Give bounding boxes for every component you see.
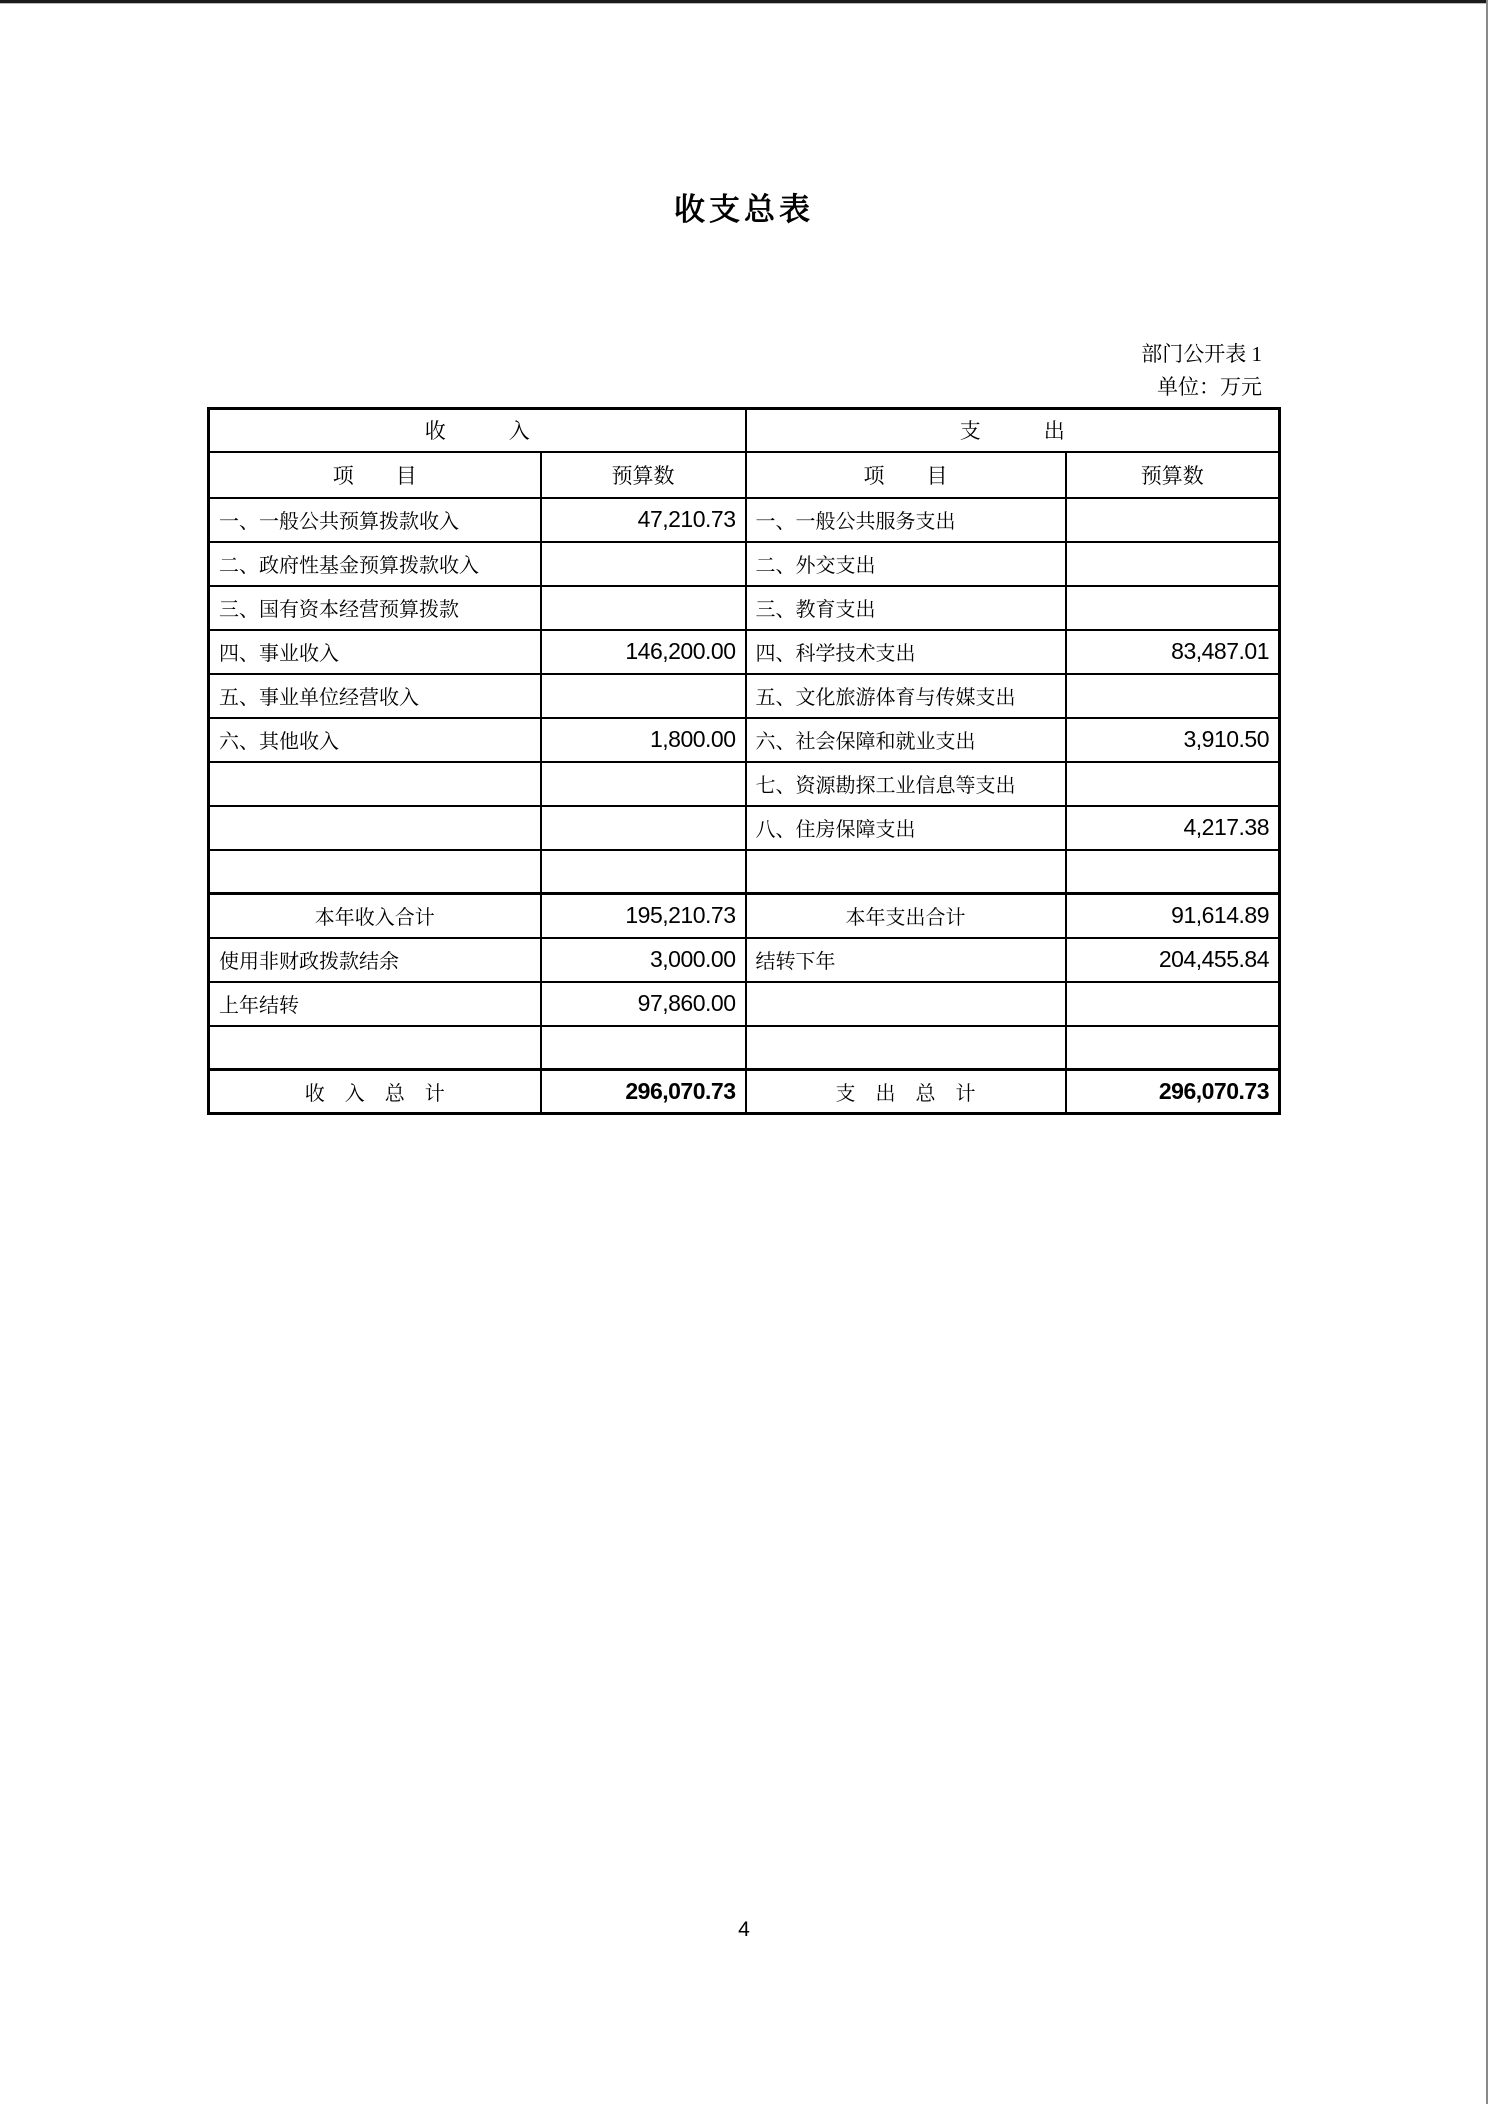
- table-row: [209, 586, 1280, 630]
- expense-item-cell: 五、文化旅游体育与传媒支出: [746, 674, 1066, 718]
- table-row: [209, 762, 1280, 806]
- income-item-cell: [209, 762, 541, 806]
- expense-budget-cell: 4,217.38: [1066, 806, 1280, 850]
- scan-top-edge: [0, 0, 1488, 4]
- income-item-cell: 一、一般公共预算拨款收入: [209, 498, 541, 542]
- income-item-cell: 三、国有资本经营预算拨款: [209, 586, 541, 630]
- income-subtotal-value: 195,210.73: [541, 894, 746, 938]
- expense-budget-cell: [1066, 498, 1280, 542]
- expense-budget-cell: [1066, 982, 1280, 1026]
- section-header-row: [209, 409, 1280, 452]
- expense-item-cell: [746, 850, 1066, 894]
- table-row: [209, 806, 1280, 850]
- expense-budget-cell: [1066, 674, 1280, 718]
- table-row: [209, 630, 1280, 674]
- expense-budget-cell: [1066, 850, 1280, 894]
- income-subtotal-label: 本年收入合计: [209, 894, 541, 938]
- expense-section-header: 支 出: [746, 409, 1280, 452]
- table-row: [209, 1026, 1280, 1070]
- table-row: [209, 982, 1280, 1026]
- income-item-cell: [209, 806, 541, 850]
- expense-budget-cell: 204,455.84: [1066, 938, 1280, 982]
- expense-budget-cell: 83,487.01: [1066, 630, 1280, 674]
- table-row: [209, 718, 1280, 762]
- page-title: 收支总表: [674, 192, 814, 227]
- expense-budget-cell: [1066, 542, 1280, 586]
- expense-subtotal-label: 本年支出合计: [746, 894, 1066, 938]
- income-item-cell: 上年结转: [209, 982, 541, 1026]
- income-total-value: 296,070.73: [541, 1070, 746, 1114]
- expense-subtotal-value: 91,614.89: [1066, 894, 1280, 938]
- expense-item-cell: [746, 982, 1066, 1026]
- table-row: [209, 542, 1280, 586]
- expense-total-value: 296,070.73: [1066, 1070, 1280, 1114]
- expense-item-cell: 三、教育支出: [746, 586, 1066, 630]
- expense-budget-cell: 3,910.50: [1066, 718, 1280, 762]
- income-budget-cell: 1,800.00: [541, 718, 746, 762]
- expense-item-column-header: 项 目: [746, 452, 1066, 498]
- income-budget-cell: [541, 674, 746, 718]
- income-budget-cell: 3,000.00: [541, 938, 746, 982]
- table-row: [209, 850, 1280, 894]
- table-row: [209, 498, 1280, 542]
- expense-budget-cell: [1066, 586, 1280, 630]
- income-item-cell: 六、其他收入: [209, 718, 541, 762]
- income-item-cell: [209, 850, 541, 894]
- expense-item-cell: 结转下年: [746, 938, 1066, 982]
- page-number: 4: [738, 1918, 750, 1941]
- income-item-column-header: 项 目: [209, 452, 541, 498]
- income-total-label: 收 入 总 计: [209, 1070, 541, 1114]
- expense-item-cell: 八、住房保障支出: [746, 806, 1066, 850]
- expense-item-cell: 一、一般公共服务支出: [746, 498, 1066, 542]
- table-row: [209, 938, 1280, 982]
- income-budget-column-header: 预算数: [541, 452, 746, 498]
- form-label: 部门公开表 1: [1141, 342, 1262, 366]
- income-budget-cell: 146,200.00: [541, 630, 746, 674]
- income-budget-cell: [541, 1026, 746, 1070]
- expense-budget-cell: [1066, 762, 1280, 806]
- subtotal-row: [209, 894, 1280, 938]
- income-item-cell: 五、事业单位经营收入: [209, 674, 541, 718]
- expense-budget-column-header: 预算数: [1066, 452, 1280, 498]
- income-budget-cell: 47,210.73: [541, 498, 746, 542]
- expense-item-cell: 二、外交支出: [746, 542, 1066, 586]
- income-section-header: 收 入: [209, 409, 746, 452]
- income-budget-cell: [541, 586, 746, 630]
- income-item-cell: [209, 1026, 541, 1070]
- income-budget-cell: [541, 542, 746, 586]
- income-item-cell: 二、政府性基金预算拨款收入: [209, 542, 541, 586]
- budget-table: [207, 407, 1281, 1115]
- expense-item-cell: 四、科学技术支出: [746, 630, 1066, 674]
- income-item-cell: 使用非财政拨款结余: [209, 938, 541, 982]
- column-header-row: [209, 452, 1280, 498]
- income-budget-cell: [541, 806, 746, 850]
- unit-label: 单位：万元: [1157, 375, 1262, 399]
- expense-budget-cell: [1066, 1026, 1280, 1070]
- expense-total-label: 支 出 总 计: [746, 1070, 1066, 1114]
- income-item-cell: 四、事业收入: [209, 630, 541, 674]
- expense-item-cell: 七、资源勘探工业信息等支出: [746, 762, 1066, 806]
- income-budget-cell: 97,860.00: [541, 982, 746, 1026]
- expense-item-cell: 六、社会保障和就业支出: [746, 718, 1066, 762]
- expense-item-cell: [746, 1026, 1066, 1070]
- income-budget-cell: [541, 850, 746, 894]
- table-meta: [1141, 338, 1262, 404]
- income-budget-cell: [541, 762, 746, 806]
- table-row: [209, 674, 1280, 718]
- grand-total-row: [209, 1070, 1280, 1114]
